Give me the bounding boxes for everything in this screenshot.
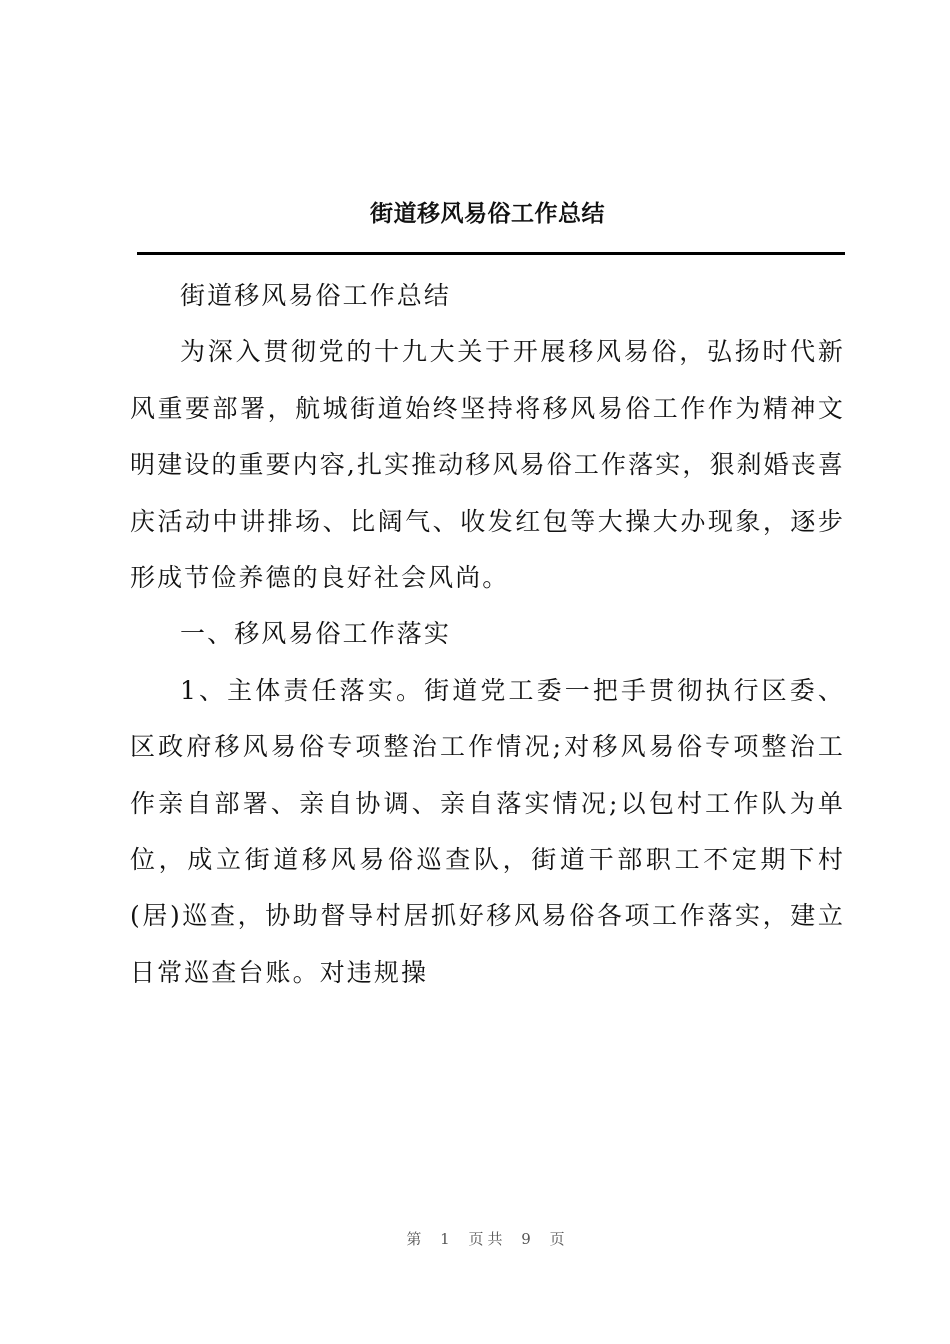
page-number-footer: 第 1 页共 9 页 (406, 1230, 569, 1248)
paragraph-heading: 街道移风易俗工作总结 (180, 281, 452, 310)
section-heading: 一、移风易俗工作落实 (180, 619, 452, 649)
title-divider (137, 252, 845, 255)
document-title: 街道移风易俗工作总结 (370, 201, 605, 227)
paragraph-intro: 为深入贯彻党的十九大关于开展移风易俗，弘扬时代新风重要部署，航城街道始终坚持将移风易俗工作作为精神文明建设的重要内容,扎实推动移风易俗工作落实，狠刹婚丧喜庆活动中讲排场、比阔气、收发红包等大操大办现象，逐步形成节俭养德的良好社会风尚。 (130, 337, 845, 593)
paragraph-item-1: 1、主体责任落实。街道党工委一把手贯彻执行区委、区政府移风易俗专项整治工作情况;对移风易俗专项整治工作亲自部署、亲自协调、亲自落实情况;以包村工作队为单位，成立街道移风易俗巡查队，街道干部职工不定期下村(居)巡查，协助督导村居抓好移风易俗各项工作落实，建立日常巡查台账。对违规操 (130, 675, 845, 987)
document-body (130, 268, 845, 1001)
